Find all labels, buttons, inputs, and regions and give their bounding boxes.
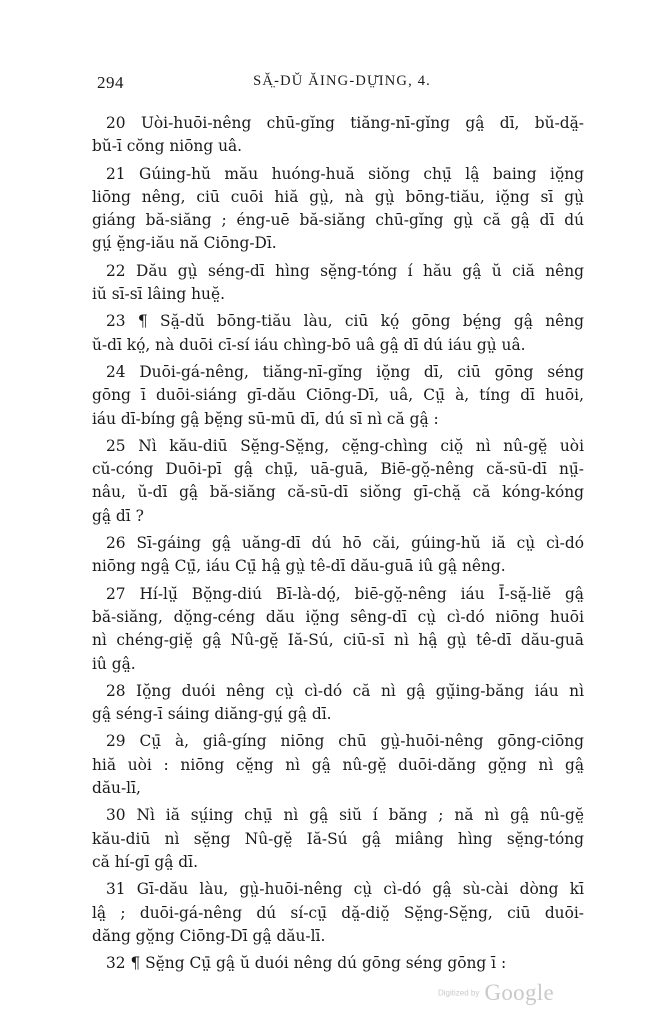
verse-line: nì chéng-giĕ̤ gâ̤ Nû-gĕ̤ Iă-Sú, ciū-sī nì hâ̤ gṳ̀ tê-dī dău-guā: [92, 631, 584, 650]
watermark-prefix: Digitized by: [438, 988, 480, 998]
verse: [92, 730, 584, 800]
verse-line: nâu, ŭ-dī gâ̤ bă-siăng că-sū-dī siŏng gī-chă̤ că kóng-kóng: [92, 483, 584, 502]
verse: [92, 435, 584, 528]
verse-line: 30 Nì iă sṳ́ing chṳ̄ nì gâ̤ siŭ í băng ; nă nì gâ̤ nû-gĕ̤: [106, 806, 584, 825]
page-header: [97, 73, 431, 95]
verse-line: niōng ngâ̤ Cṳ̄, iáu Cṳ̄ hâ̤ gṳ̀ tê-dī dău-guā iû gâ̤ nêng.: [92, 557, 506, 576]
google-logo: Google: [484, 980, 554, 1005]
verse-line: iáu dī-bíng gâ̤ bĕ̤ng sū-mū dī, dú sī nì că gâ̤ :: [92, 409, 439, 428]
verse-line: 23 ¶ Să̤-dŭ bōng-tiău làu, ciū kó̤ gōng bé̤ng gâ̤ nêng: [106, 312, 584, 331]
verse-line: că hí-gī gâ̤ dī.: [92, 852, 198, 871]
verse-line: 22 Dău gṳ̀ séng-dī hìng sĕ̤ng-tóng í hău gâ̤ ŭ ciă nêng: [106, 261, 584, 280]
verse: [92, 361, 584, 431]
verse-line: 29 Cṳ̄ à, giâ-gíng niōng chū gṳ̀-huōi-nêng gōng-ciōng: [106, 732, 584, 751]
verse-line: bă-siăng, dŏ̤ng-céng dău iŏ̤ng sêng-dī cṳ̀ cì-dó niōng huōi: [92, 607, 584, 626]
verse-line: 21 Gúing-hŭ mău huóng-huă siŏng chṳ̄ lâ̤ baing iŏ̤ng: [106, 164, 584, 183]
verse: [92, 804, 584, 874]
verse-line: 32 ¶ Sĕ̤ng Cṳ̄ gâ̤ ŭ duói nêng dú gōng séng gōng ī :: [106, 954, 507, 973]
verse-text-block: [92, 112, 584, 979]
page-number: 294: [97, 73, 124, 92]
verse: [92, 952, 584, 975]
verse-line: lâ̤ ; duōi-gá-nêng dú sí-cṳ̄ dă̤-diŏ̤ Sĕ̤ng-Sĕ̤ng, ciū duōi-: [92, 903, 584, 922]
verse-line: cŭ-cóng Duōi-pī gâ̤ chṳ̄, uā-guā, Biē-gŏ̤-nêng că-sū-dī nṳ̄-: [92, 460, 584, 479]
verse-line: gṳ́ ĕ̤ng-iău nă Ciōng-Dī.: [92, 234, 277, 253]
verse-line: ŭ-dī kó̤, nà duōi cī-sí iáu chìng-bō uâ gâ̤ dī dú iáu gṳ̀ uâ.: [92, 335, 526, 354]
verse-line: bŭ-ī cŏng niōng uâ.: [92, 137, 243, 156]
verse-line: 24 Duōi-gá-nêng, tiăng-nī-gĭng iŏ̤ng dī, ciū gōng séng: [106, 362, 584, 381]
verse-line: 26 Sī-gáing gâ̤ uăng-dī dú hō căi, gúing-hŭ iă cṳ̀ cì-dó: [106, 534, 584, 553]
verse: [92, 680, 584, 727]
verse-line: liōng nêng, ciū cuōi hiă gṳ̀, nà gṳ̀ bōng-tiău, iŏ̤ng sī gṳ̀: [92, 187, 584, 206]
verse: [92, 163, 584, 256]
verse: [92, 532, 584, 579]
verse-line: gâ̤ séng-ī sáing diăng-gṳ́ gâ̤ dī.: [92, 705, 332, 724]
verse-line: 28 Iŏ̤ng duói nêng cṳ̀ cì-dó că nì gâ̤ gṳ̆ing-băng iáu nì: [106, 681, 584, 700]
verse: [92, 878, 584, 948]
verse-line: dăng gŏ̤ng Ciōng-Dī gâ̤ dău-lī.: [92, 926, 326, 945]
verse-line: kău-diū nì sĕ̤ng Nû-gĕ̤ Iă-Sú gâ̤ miâng hìng sĕ̤ng-tóng: [92, 829, 584, 848]
verse-line: 20 Uòi-huōi-nêng chū-gĭng tiăng-nī-gĭng gâ̤ dī, bŭ-dă̤-: [106, 114, 584, 132]
verse-line: 25 Nì kău-diū Sĕ̤ng-Sĕ̤ng, cĕ̤ng-chìng ciŏ̤ nì nû-gĕ̤ uòi: [106, 436, 584, 455]
verse: [92, 112, 584, 159]
verse: [92, 260, 584, 307]
verse-line: hiă uòi : niōng cĕ̤ng nì gâ̤ nû-gĕ̤ duōi-dăng gŏ̤ng nì gâ̤: [92, 755, 584, 774]
verse-line: gōng ī duōi-siáng gī-dău Ciōng-Dī, uâ, Cṳ̄ à, tíng dī huōi,: [92, 386, 584, 405]
verse-line: dău-lī,: [92, 779, 141, 798]
verse-line: iû gâ̤.: [92, 654, 136, 673]
verse: [92, 310, 584, 357]
verse-line: 27 Hí-lṳ̆ Bŏ̤ng-diú Bī-là-dó̤, biē-gŏ̤-nêng iáu Ī-să̤-liĕ gâ̤: [106, 584, 584, 603]
verse-line: gâ̤ dī ?: [92, 506, 144, 525]
verse: [92, 583, 584, 676]
verse-line: giáng bă-siăng ; éng-uē bă-siăng chū-gĭng gṳ̀ că gâ̤ dī dú: [92, 211, 584, 230]
verse-line: iŭ sī-sī lâing huĕ̤.: [92, 285, 225, 304]
digitized-by-google-watermark: [438, 980, 588, 1010]
running-head: SĂ̤-DŬ ĂING-DṲ̆ING, 4.: [253, 73, 431, 89]
verse-line: 31 Gī-dău làu, gṳ̀-huōi-nêng cṳ̀ cì-dó gâ̤ sù-cài dòng kī: [106, 880, 584, 899]
